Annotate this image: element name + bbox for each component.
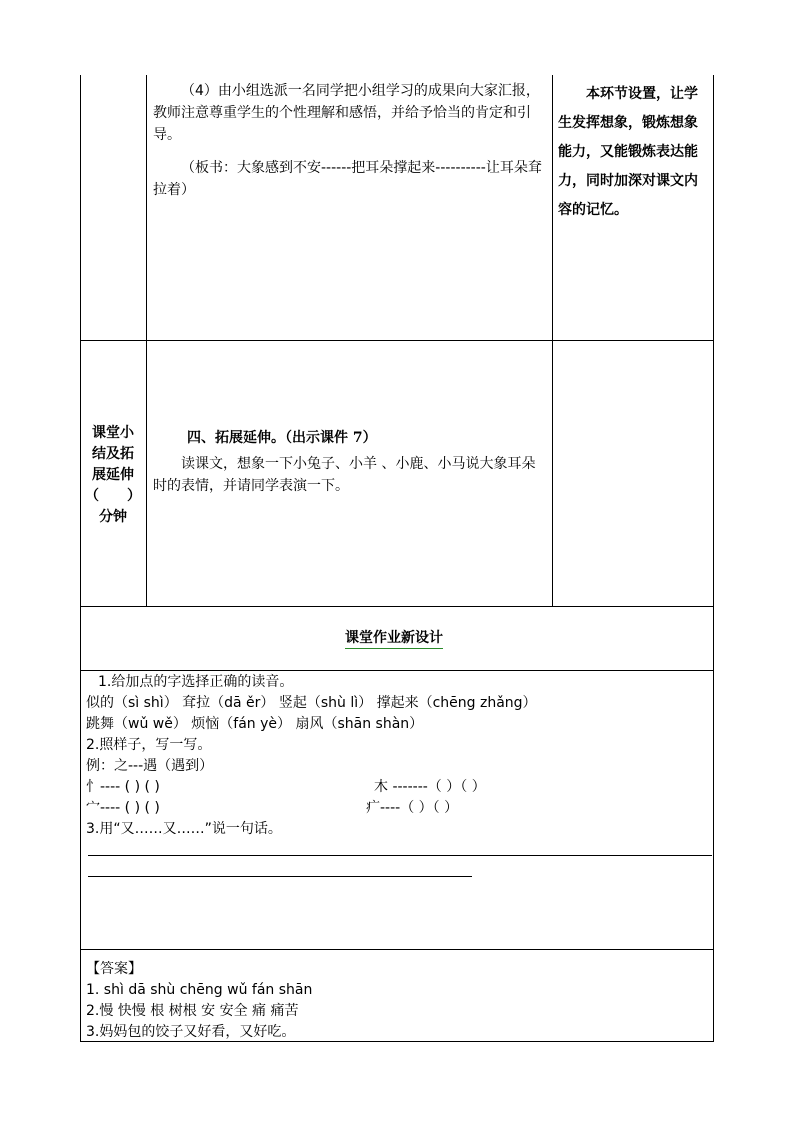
section-label-line4: （ ） xyxy=(85,488,141,504)
question-3: 3.用“又……又……”说一句话。 xyxy=(86,821,282,837)
answer-3: 3.妈妈包的饺子又好看，又好吃。 xyxy=(86,1024,296,1040)
extension-body xyxy=(153,453,549,497)
section-label-line1: 课堂小 xyxy=(92,425,134,441)
answer-line-1[interactable] xyxy=(88,855,712,856)
row-divider-1 xyxy=(80,340,714,341)
table-border-right xyxy=(713,75,714,1041)
row-divider-2 xyxy=(80,606,714,607)
row1-design-note xyxy=(558,80,710,225)
question-2-line2-left: 宀---- ( ) ( ) xyxy=(86,800,160,816)
question-2: 2.照样子，写一写。 xyxy=(86,737,212,753)
homework-title: 课堂作业新设计 xyxy=(345,628,443,649)
question-1: 1.给加点的字选择正确的读音。 xyxy=(98,674,294,690)
row1-paragraph-board xyxy=(153,157,549,201)
answers-title: 【答案】 xyxy=(86,961,142,977)
question-2-line1-right: 木 -------（ ）（ ） xyxy=(374,779,486,795)
question-1-line1: 似的（sì shì） 耷拉（dā ěr） 竖起（shù lì） 撑起来（chēng zhǎng） xyxy=(86,695,537,711)
question-1-line2: 跳舞（wǔ wě） 烦恼（fán yè） 扇风（shān shàn） xyxy=(86,716,424,732)
extension-body-text: 读课文，想象一下小兔子、小羊 、小鹿、小马说大象耳朵时的表情，并请同学表演一下。 xyxy=(153,456,536,494)
row1-p2-text: （板书：大象感到不安------把耳朵撑起来----------让耳朵耷拉着） xyxy=(153,160,542,198)
question-2-line2-right: 疒----（ ）（ ） xyxy=(366,800,459,816)
section-label-line2: 结及拓 xyxy=(92,446,134,462)
answer-line-2[interactable] xyxy=(88,876,472,877)
answer-1: 1. shì dā shù chēng wǔ fán shān xyxy=(86,982,313,998)
section-label-line3: 展延伸 xyxy=(92,467,134,483)
answer-2: 2.慢 快慢 根 树根 安 安全 痛 痛苦 xyxy=(86,1003,299,1019)
row-divider-4 xyxy=(80,949,714,950)
section-label xyxy=(82,423,144,528)
row1-note-text: 本环节设置，让学生发挥想象，锻炼想象能力，又能锻炼表达能力，同时加深对课文内容的记忆。 xyxy=(558,86,698,218)
extension-heading: 四、拓展延伸。（出示课件 7） xyxy=(187,430,377,446)
row1-paragraph-report xyxy=(153,80,549,146)
section-label-line5: 分钟 xyxy=(99,509,127,525)
question-2-line1-left: 忄---- ( ) ( ) xyxy=(86,779,160,795)
row1-p1-text: （4）由小组选派一名同学把小组学习的成果向大家汇报，教师注意尊重学生的个性理解和感悟，并给予恰当的肯定和引导。 xyxy=(153,83,540,143)
question-2-example: 例：之---遇（遇到） xyxy=(86,758,214,774)
table-border-left xyxy=(80,75,81,1041)
